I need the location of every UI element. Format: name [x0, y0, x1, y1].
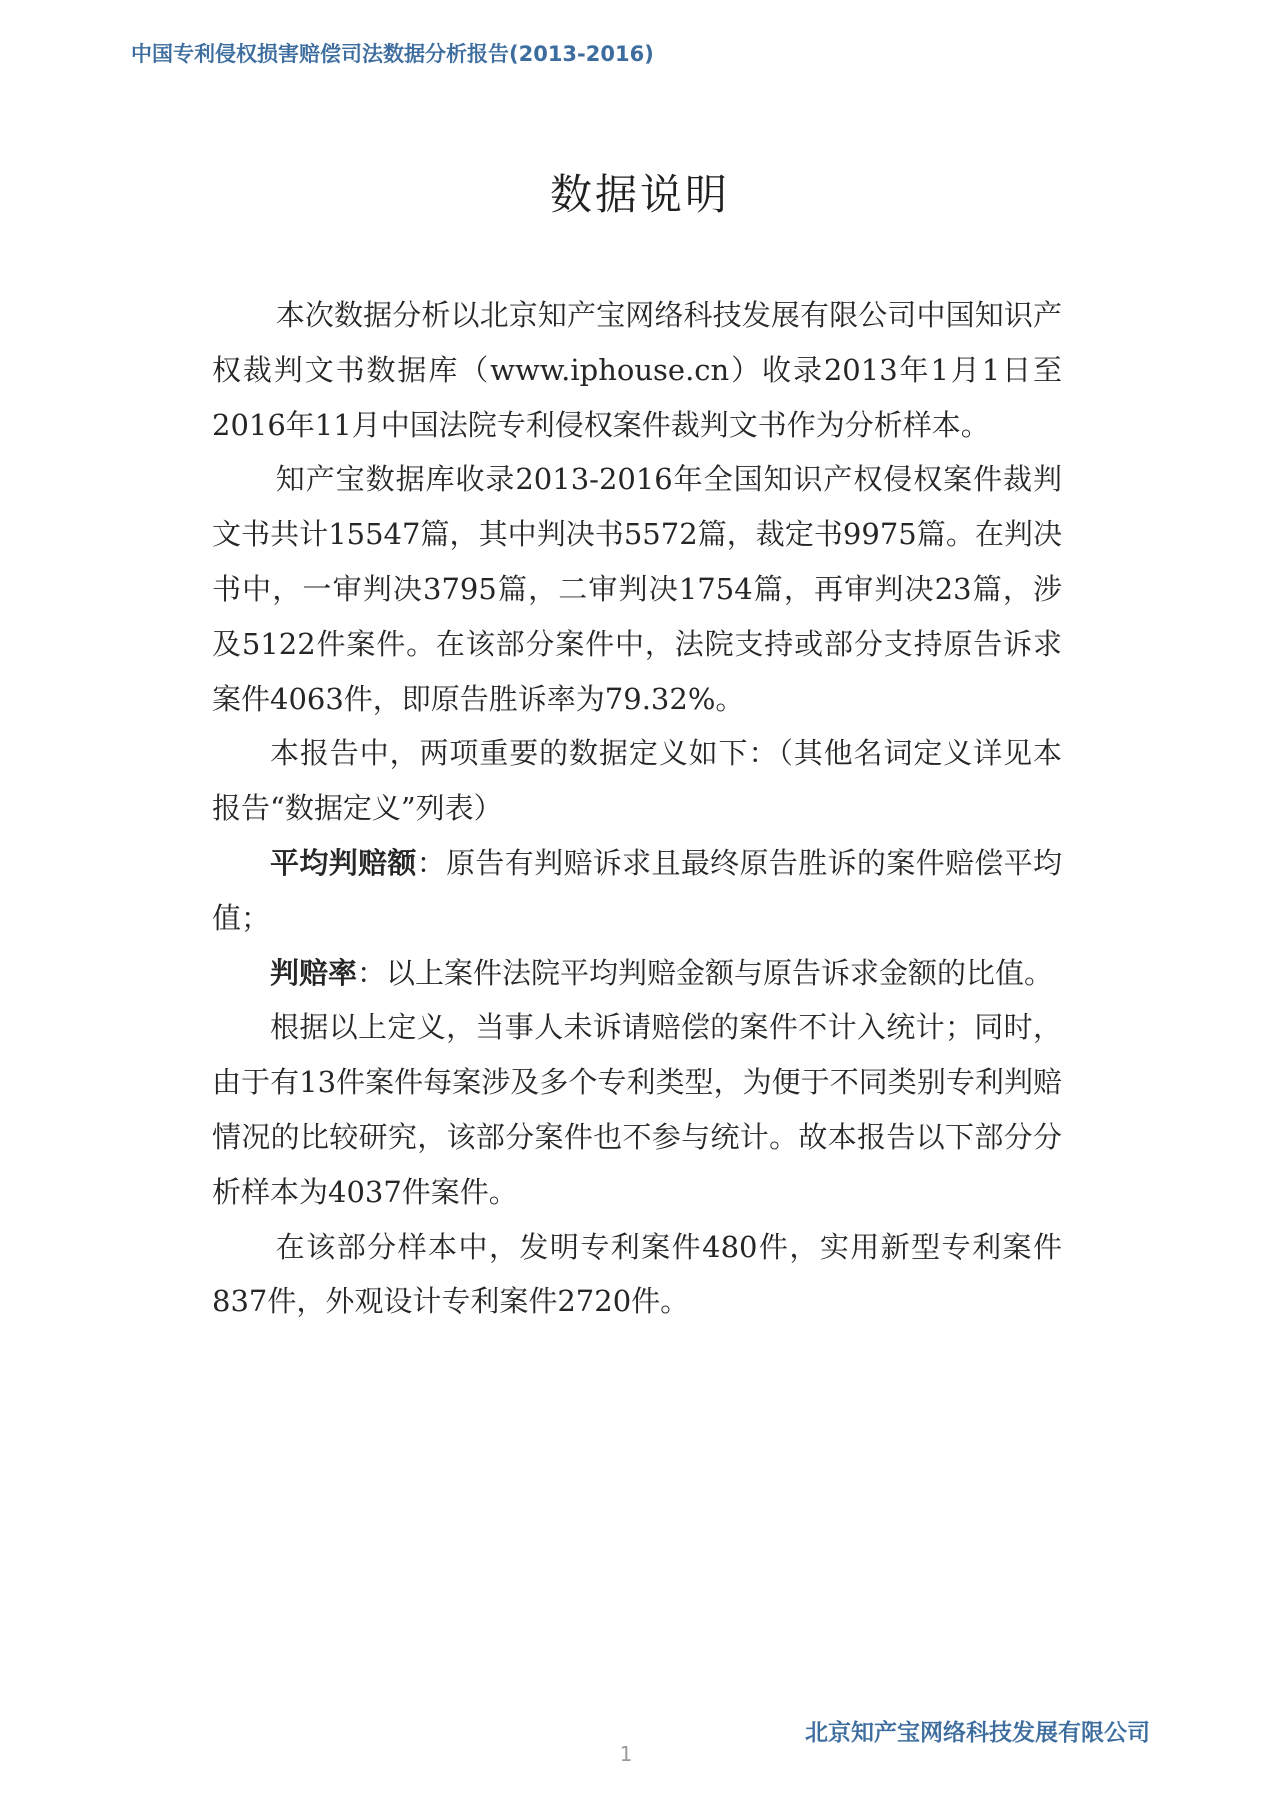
definition-average-award: ：原告有判赔诉求且最终原告胜诉的案件赔偿平均值； — [212, 845, 1062, 935]
paragraph-average-award-definition — [212, 836, 1062, 946]
footer-company-name: 北京知产宝网络科技发展有限公司 — [805, 1720, 1150, 1746]
paragraph-patent-type-breakdown: 在该部分样本中，发明专利案件480件，实用新型专利案件837件，外观设计专利案件2720件。 — [212, 1229, 1062, 1319]
body-text — [212, 288, 1062, 1329]
page-number: 1 — [619, 1742, 633, 1766]
term-average-award: 平均判赔额 — [270, 845, 417, 880]
paragraph-award-rate-definition — [212, 946, 1062, 1001]
paragraph-document-counts: 知产宝数据库收录2013-2016年全国知识产权侵权案件裁判文书共计15547篇，其中判决书5572篇，裁定书9975篇。在判决书中，一审判决3795篇，二审判决1754篇，再审判决23篇，涉及5122件案件。在该部分案件中，法院支持或部分支持原告诉求案件4063件，即原告胜诉率为79.32%。 — [212, 462, 1062, 716]
running-header-title: 中国专利侵权损害赔偿司法数据分析报告(2013-2016) — [131, 42, 654, 66]
paragraph-definitions-intro: 本报告中，两项重要的数据定义如下：（其他名词定义详见本报告“数据定义”列表） — [212, 736, 1062, 826]
section-title: 数据说明 — [549, 170, 730, 219]
definition-award-rate: ：以上案件法院平均判赔金额与原告诉求金额的比值。 — [357, 955, 1054, 990]
term-award-rate: 判赔率 — [270, 955, 358, 990]
paragraph-data-source: 本次数据分析以北京知产宝网络科技发展有限公司中国知识产权裁判文书数据库（www.iphouse.cn）收录2013年1月1日至2016年11月中国法院专利侵权案件裁判文书作为分析样本。 — [212, 298, 1062, 442]
paragraph-sample-scope: 根据以上定义，当事人未诉请赔偿的案件不计入统计；同时，由于有13件案件每案涉及多个专利类型，为便于不同类别专利判赔情况的比较研究，该部分案件也不参与统计。故本报告以下部分分析样本为4037件案件。 — [212, 1010, 1062, 1209]
